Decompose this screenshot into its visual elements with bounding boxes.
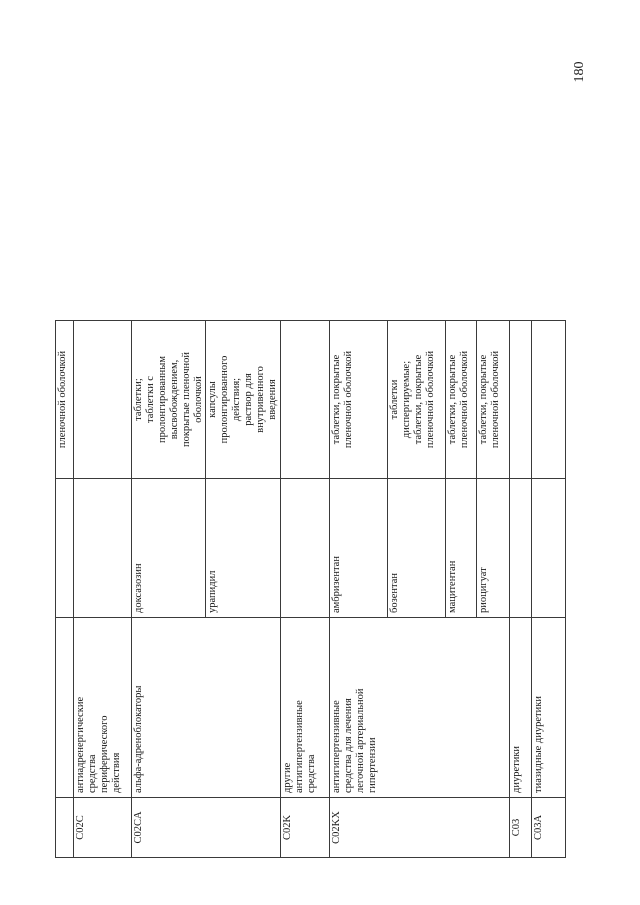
table-row xyxy=(329,320,387,858)
atc-code-cell xyxy=(476,798,509,858)
table-row xyxy=(205,320,280,858)
drug-name-cell: риоцигуат xyxy=(476,479,509,618)
pharmacological-group-cell: антиадренергические средства периферического действия xyxy=(73,618,131,798)
table-row xyxy=(445,320,476,858)
pharmacological-group-cell xyxy=(205,618,280,798)
dosage-form-cell: капсулы пролонгированного действия; раствор для внутривенного введения xyxy=(205,320,280,479)
atc-code-cell: C02KX xyxy=(329,798,387,858)
drug-name-cell: урапидил xyxy=(205,479,280,618)
pharmacological-group-cell xyxy=(387,618,445,798)
dosage-form-cell xyxy=(509,320,531,479)
drug-name-cell xyxy=(73,479,131,618)
drug-name-cell: бозентан xyxy=(387,479,445,618)
table-row xyxy=(73,320,131,858)
drug-name-cell xyxy=(509,479,531,618)
pharmacological-group-cell: антигипертензивные средства для лечения легочной артериальной гипертензии xyxy=(329,618,387,798)
drug-name-cell xyxy=(55,479,73,618)
atc-code-cell: C03A xyxy=(531,798,566,858)
table-row xyxy=(131,320,205,858)
atc-code-cell: C02K xyxy=(280,798,329,858)
atc-code-cell: C02C xyxy=(73,798,131,858)
drug-name-cell: амбризентан xyxy=(329,479,387,618)
atc-code-cell xyxy=(205,798,280,858)
drug-name-cell xyxy=(531,479,566,618)
dosage-form-cell: таблетки диспергируемые; таблетки, покрытые пленочной оболочкой xyxy=(387,320,445,479)
dosage-form-cell: таблетки, покрытые пленочной оболочкой xyxy=(329,320,387,479)
pharmacological-group-cell xyxy=(55,618,73,798)
pharmacological-group-cell: тиазидные диуретики xyxy=(531,618,566,798)
table-viewport xyxy=(55,320,566,858)
atc-code-cell: C03 xyxy=(509,798,531,858)
table-row xyxy=(509,320,531,858)
table-row xyxy=(55,320,73,858)
table-row xyxy=(280,320,329,858)
table-row xyxy=(387,320,445,858)
drug-table xyxy=(55,320,566,858)
atc-code-cell: C02CA xyxy=(131,798,205,858)
pharmacological-group-cell xyxy=(445,618,476,798)
drug-name-cell: доксазозин xyxy=(131,479,205,618)
atc-code-cell xyxy=(445,798,476,858)
dosage-form-cell xyxy=(73,320,131,479)
page-number: 180 xyxy=(572,61,587,83)
dosage-form-cell: таблетки, покрытые пленочной оболочкой xyxy=(476,320,509,479)
table-row xyxy=(531,320,566,858)
dosage-form-cell xyxy=(531,320,566,479)
pharmacological-group-cell: другие антигипертензивные средства xyxy=(280,618,329,798)
atc-code-cell xyxy=(387,798,445,858)
pharmacological-group-cell xyxy=(476,618,509,798)
pharmacological-group-cell: альфа-адреноблокаторы xyxy=(131,618,205,798)
drug-name-cell xyxy=(280,479,329,618)
dosage-form-cell: таблетки, покрытые пленочной оболочкой xyxy=(445,320,476,479)
dosage-form-cell: таблетки; таблетки с пролонгированным высвобождением, покрытые пленочной оболочкой xyxy=(131,320,205,479)
dosage-form-cell xyxy=(280,320,329,479)
pharmacological-group-cell: диуретики xyxy=(509,618,531,798)
dosage-form-cell: пленочной оболочкой xyxy=(55,320,73,479)
atc-code-cell xyxy=(55,798,73,858)
table-row xyxy=(476,320,509,858)
drug-name-cell: мацитентан xyxy=(445,479,476,618)
